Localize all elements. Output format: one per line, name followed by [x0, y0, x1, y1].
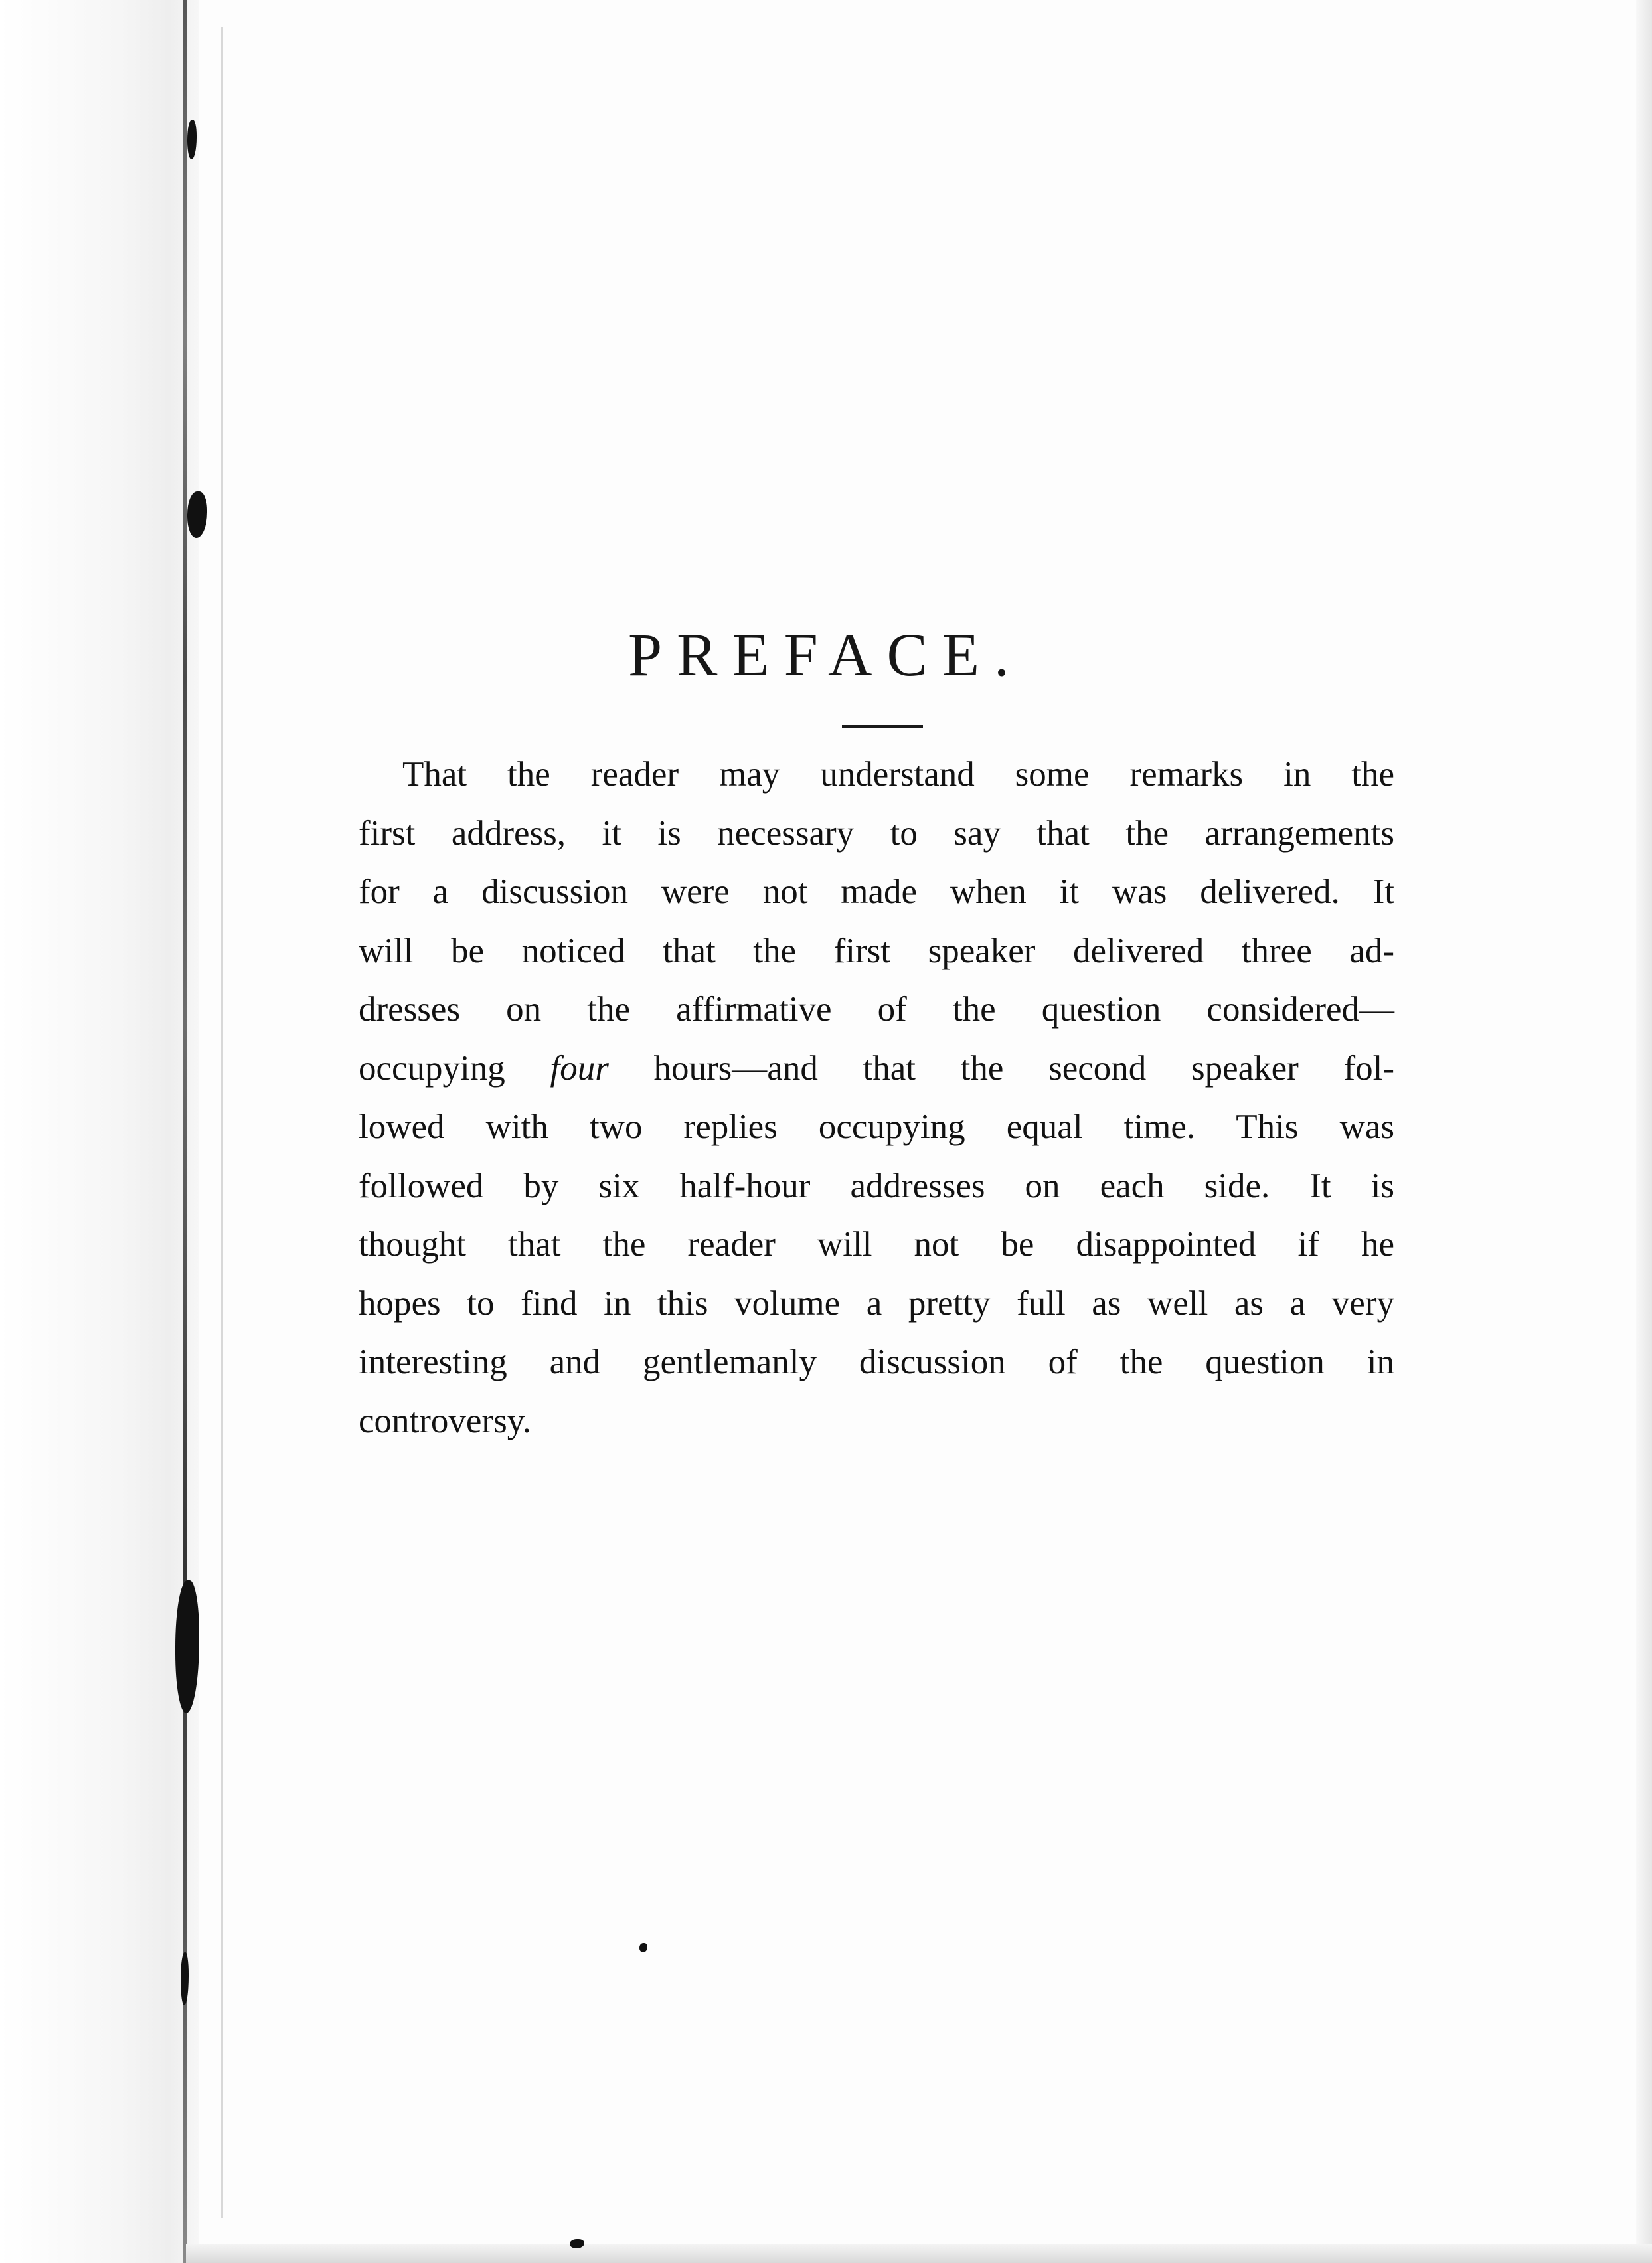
title-rule — [842, 725, 923, 728]
spine-shadow — [0, 0, 199, 2263]
ink-blot — [187, 491, 207, 538]
paragraph-line: thought that the reader will not be disappointed if he — [359, 1225, 1394, 1264]
paragraph-line: for a discussion were not made when it was delivered. It — [359, 873, 1394, 911]
paragraph-line: controversy. — [359, 1401, 532, 1440]
paragraph-line: hopes to find in this volume a pretty full as well as a very — [359, 1284, 1394, 1323]
paragraph-line: That the reader may understand some remarks in the — [402, 755, 1394, 794]
paragraph-fragment: hours—and that the second speaker fol- — [653, 1048, 1394, 1088]
ink-blot — [639, 1943, 647, 1952]
page-right-edge — [1636, 0, 1652, 2263]
paragraph-fragment-italic: four — [550, 1048, 609, 1088]
page-title: PREFACE. — [627, 621, 1025, 689]
paragraph-fragment: occupying — [359, 1048, 505, 1088]
paragraph-line-mixed — [359, 1039, 1394, 1098]
paragraph-line: lowed with two replies occupying equal time. This was — [359, 1108, 1394, 1146]
binding-edge — [183, 0, 187, 2263]
page-bottom-edge — [186, 2244, 1652, 2263]
paragraph-line: first address, it is necessary to say that the arrangements — [359, 813, 1394, 853]
paragraph-line: interesting and gentlemanly discussion of the question in — [359, 1343, 1394, 1381]
inner-margin-line — [221, 27, 223, 2218]
paragraph-line: will be noticed that the first speaker delivered three ad- — [359, 931, 1394, 970]
preface-paragraph — [359, 745, 1394, 1450]
paragraph-line: followed by six half-hour addresses on each side. It is — [359, 1166, 1394, 1205]
paragraph-line: dresses on the affirmative of the question considered— — [359, 990, 1394, 1029]
